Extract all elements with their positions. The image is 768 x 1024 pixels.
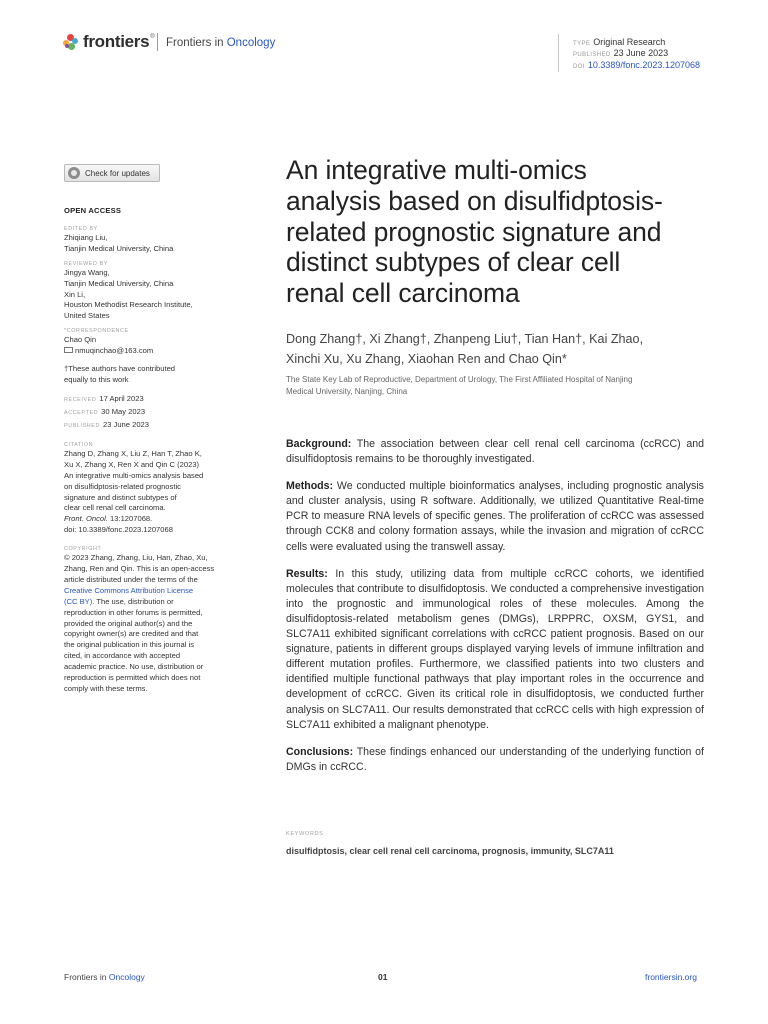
- copyright-line: reproduction is permitted which does not: [64, 673, 201, 683]
- copyright-text: [64, 553, 234, 695]
- copyright-line: the original publication in this journal is: [64, 640, 195, 650]
- copyright-line: comply with these terms.: [64, 684, 148, 693]
- section-text: These findings enhanced our understanding of the underlying function of DMGs in ccRCC.: [286, 745, 704, 773]
- copyright-line: academic practice. No use, distribution or: [64, 662, 204, 672]
- citation-text: [64, 449, 234, 536]
- abstract-conclusions: [286, 745, 704, 775]
- title-line: related prognostic signature and: [286, 216, 662, 247]
- section-heading: Methods:: [286, 480, 334, 493]
- section-text: The association between clear cell renal cell carcinoma (ccRCC) and disulfidoptosis remains to be thoroughly investigated.: [286, 438, 704, 466]
- footer-journal-prefix: Frontiers in: [64, 972, 107, 982]
- header-divider: [157, 33, 158, 51]
- copyright-label: COPYRIGHT: [64, 546, 102, 553]
- abstract-methods: [286, 479, 704, 554]
- brand-name: frontiers: [83, 32, 150, 51]
- accepted-date: [64, 406, 234, 419]
- edited-by-label: EDITED BY: [64, 225, 98, 232]
- keywords-label: KEYWORDS: [286, 831, 324, 837]
- copyright-line: [64, 597, 234, 608]
- meta-label: PUBLISHED: [573, 52, 611, 58]
- title-line: distinct subtypes of clear cell: [286, 247, 621, 278]
- abstract-background: [286, 437, 704, 467]
- published-date: [573, 48, 668, 58]
- affiliation-line: The State Key Lab of Reproductive, Department of Urology, The First Affiliated Hospital of Nanjing: [286, 375, 633, 384]
- citation-line: Zhang D, Zhang X, Liu Z, Han T, Zhao K,: [64, 448, 202, 458]
- reviewer-info: [64, 268, 234, 323]
- correspondence-name: Chao Qin: [64, 335, 97, 345]
- keywords: disulfidptosis, clear cell renal cell carcinoma, prognosis, immunity, SLC7A11: [286, 846, 614, 856]
- envelope-icon: [64, 347, 73, 353]
- section-text: We conducted multiple bioinformatics analyses, including prognostic analysis and cluster analysis, using R software. Additionally, we utilized Quantitative Real-time PCR to measure RNA levels of specific genes. The proliferation of ccRCC was assessed through CCK8 and colony formation assays, while the invasion and migration of ccRCC cells were evaluated using the transwell assay.: [286, 480, 704, 553]
- meta-value: 23 June 2023: [613, 48, 669, 58]
- citation-journal: Front. Oncol.: [64, 514, 108, 524]
- article-title: [286, 155, 706, 309]
- footer-journal[interactable]: [64, 972, 145, 982]
- copyright-line: reproduction in other forums is permitted,: [64, 607, 203, 617]
- date-label: PUBLISHED: [64, 422, 100, 429]
- citation-line: Xu X, Zhang X, Ren X and Qin C (2023): [64, 459, 200, 469]
- frontiers-logo[interactable]: [63, 32, 155, 52]
- editor-info: [64, 233, 234, 255]
- check-for-updates-button[interactable]: [64, 164, 160, 182]
- date-value: 17 April 2023: [99, 393, 144, 403]
- article-type: [573, 37, 665, 47]
- editor-name: Zhiqiang Liu,: [64, 232, 108, 242]
- reviewer-affiliation: United States: [64, 311, 110, 321]
- license-tail: The use, distribution or: [96, 596, 174, 606]
- citation-line: clear cell renal cell carcinoma.: [64, 503, 166, 513]
- doi-link[interactable]: 10.3389/fonc.2023.1207068: [587, 60, 700, 70]
- authors-line: Dong Zhang†, Xi Zhang†, Zhanpeng Liu†, Tian Han†, Kai Zhao,: [286, 332, 644, 346]
- note-line: †These authors have contributed: [64, 364, 176, 374]
- copyright-line: Zhang, Ren and Qin. This is an open-access: [64, 564, 215, 574]
- copyright-line: cited, in accordance with accepted: [64, 651, 181, 661]
- journal-name[interactable]: [166, 37, 275, 49]
- abstract: [286, 437, 704, 787]
- date-value: 30 May 2023: [101, 406, 146, 416]
- correspondence-label: *CORRESPONDENCE: [64, 328, 129, 335]
- published-date: [64, 419, 234, 432]
- date-label: ACCEPTED: [64, 409, 99, 416]
- footer-site-link[interactable]: frontiersin.org: [645, 972, 697, 982]
- meta-label: TYPE: [573, 41, 591, 47]
- copyright-line: provided the original author(s) and the: [64, 618, 193, 628]
- footer-journal-title: Oncology: [108, 972, 145, 982]
- trademark-symbol: ®: [150, 34, 155, 40]
- reviewer-name: Xin Li,: [64, 289, 86, 299]
- correspondence-info: [64, 335, 234, 357]
- date-value: 23 June 2023: [102, 419, 149, 429]
- section-heading: Results:: [286, 567, 328, 580]
- note-line: equally to this work: [64, 374, 129, 384]
- affiliation-line: Medical University, Nanjing, China: [286, 386, 408, 396]
- citation-volume: 13:1207068.: [110, 514, 153, 524]
- cc-license-link[interactable]: Creative Commons Attribution License: [64, 585, 194, 595]
- date-label: RECEIVED: [64, 396, 97, 403]
- section-heading: Background:: [286, 438, 352, 450]
- title-line: An integrative multi-omics: [286, 155, 587, 185]
- title-line: analysis based on disulfidptosis-: [286, 185, 663, 216]
- meta-value: Original Research: [593, 37, 666, 47]
- citation-journal-line: [64, 514, 234, 525]
- meta-label: DOI: [573, 64, 585, 70]
- copyright-line: © 2023 Zhang, Zhang, Liu, Han, Zhao, Xu,: [64, 553, 208, 563]
- editor-affiliation: Tianjin Medical University, China: [64, 243, 174, 253]
- copyright-line: copyright owner(s) are credited and that: [64, 629, 199, 639]
- check-updates-label: Check for updates: [85, 168, 150, 178]
- section-heading: Conclusions:: [286, 745, 354, 758]
- abstract-results: [286, 567, 704, 733]
- reviewer-name: Jingya Wang,: [64, 267, 110, 277]
- refresh-icon: [68, 167, 80, 179]
- received-date: [64, 393, 234, 406]
- correspondence-email-row[interactable]: [64, 346, 234, 357]
- journal-prefix: Frontiers in: [166, 37, 224, 49]
- page-number: 01: [378, 972, 388, 982]
- title-line: renal cell carcinoma: [286, 278, 520, 309]
- frontiers-logo-icon: [63, 34, 79, 50]
- cc-by-link[interactable]: (CC BY).: [64, 596, 95, 606]
- authors-line: Xinchi Xu, Xu Zhang, Xiaohan Ren and Chao Qin*: [286, 352, 567, 366]
- copyright-line: article distributed under the terms of the: [64, 574, 198, 584]
- reviewed-by-label: REVIEWED BY: [64, 260, 109, 267]
- article-dates: [64, 393, 234, 432]
- section-text: In this study, utilizing data from multiple ccRCC cohorts, we identified molecules that contribute to disulfidoptosis. We conducted a comprehensive investigation into the prognostic and immunological roles of these molecules. Among the disulfidoptosis-related metabolism genes (DMGs), LRPPRC, OXSM, GYS1, and SLC7A11 exhibited significant correlations with ccRCC patient prognosis. Based on our signature, patients in different groups displayed varying levels of immune infiltration and different mutation profiles. Furthermore, we classified patients into two clusters and identified multiple functional pathways that play important roles in the occurrence and development of ccRCC. Given its critical role in disulfidoptosis, we conducted further analysis on SLC7A11. Our results demonstrated that ccRCC cells with high expression of SLC7A11 exhibited a malignant phenotype.: [286, 567, 704, 731]
- open-access-label: OPEN ACCESS: [64, 206, 122, 215]
- article-sidebar: [64, 206, 234, 695]
- doi[interactable]: [573, 60, 700, 70]
- citation-line: on disulfidptosis-related prognostic: [64, 481, 181, 491]
- meta-divider: [558, 34, 559, 72]
- journal-title: Oncology: [226, 37, 276, 49]
- affiliation: [286, 374, 706, 397]
- author-list: [286, 329, 706, 369]
- citation-label: CITATION: [64, 441, 94, 448]
- reviewer-affiliation: Houston Methodist Research Institute,: [64, 300, 193, 310]
- citation-line: An integrative multi-omics analysis based: [64, 470, 204, 480]
- correspondence-email[interactable]: nmuqinchao@163.com: [75, 346, 154, 356]
- reviewer-affiliation: Tianjin Medical University, China: [64, 278, 174, 288]
- equal-contribution-note: [64, 364, 234, 386]
- citation-line: signature and distinct subtypes of: [64, 492, 177, 502]
- citation-doi[interactable]: doi: 10.3389/fonc.2023.1207068: [64, 525, 173, 535]
